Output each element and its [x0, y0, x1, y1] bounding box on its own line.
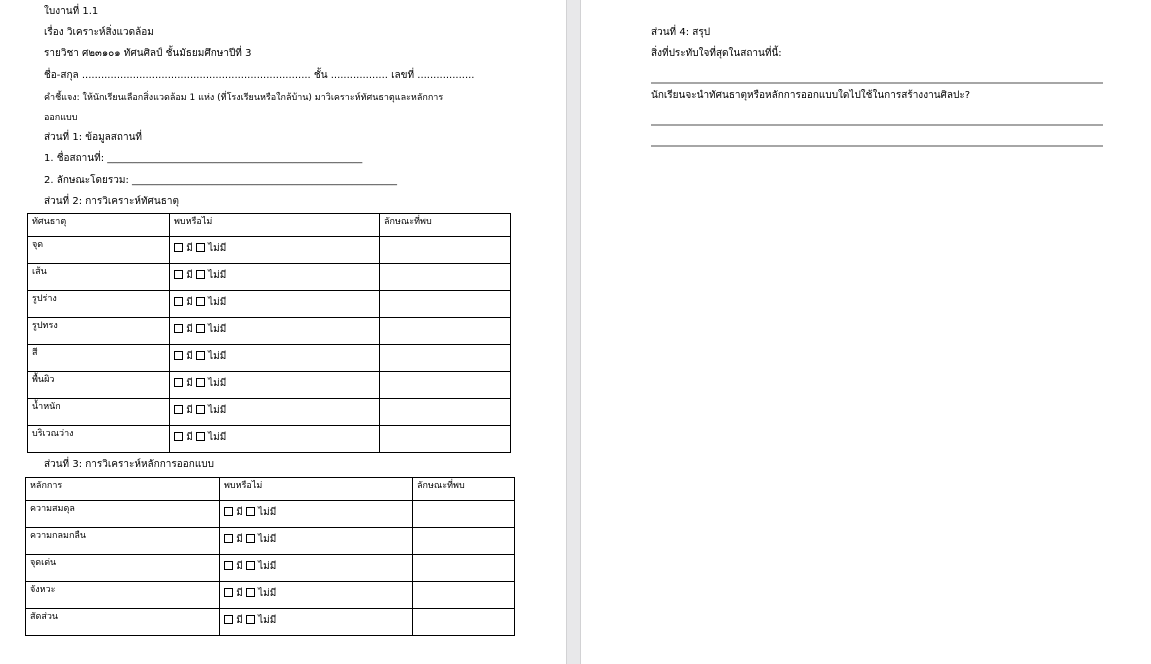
- table-row: [28, 372, 511, 399]
- option-yes-label: มี: [186, 270, 193, 281]
- answer-line: [651, 124, 1103, 126]
- table-header-cell: พบหรือไม่: [220, 478, 413, 501]
- found-choice-cell: [220, 501, 413, 528]
- part4-question-impression: สิ่งที่ประทับใจที่สุดในสถานที่นี้:: [651, 48, 782, 59]
- checkbox-yes[interactable]: [224, 615, 233, 624]
- description-cell[interactable]: [380, 237, 511, 264]
- found-choice-cell: [220, 528, 413, 555]
- checkbox-no[interactable]: [246, 561, 255, 570]
- table-row: [26, 555, 515, 582]
- option-yes-label: มี: [236, 588, 243, 599]
- description-cell[interactable]: [413, 501, 515, 528]
- part1-question-overall: 2. ลักษณะโดยรวม: _____________________________________________________: [44, 175, 397, 186]
- option-yes-label: มี: [236, 561, 243, 572]
- option-no-label: ไม่มี: [258, 588, 277, 599]
- criterion-cell: สัดส่วน: [26, 609, 220, 636]
- table-row: [28, 345, 511, 372]
- checkbox-yes[interactable]: [174, 351, 183, 360]
- option-yes-label: มี: [186, 324, 193, 335]
- table-row: [28, 399, 511, 426]
- table-header-cell: ลักษณะที่พบ: [413, 478, 515, 501]
- page-gutter: [566, 0, 581, 664]
- answer-line: [651, 82, 1103, 84]
- table-row: [28, 264, 511, 291]
- part2-title: ส่วนที่ 2: การวิเคราะห์ทัศนธาตุ: [44, 196, 179, 207]
- option-no-label: ไม่มี: [208, 324, 227, 335]
- found-choice-cell: [220, 609, 413, 636]
- found-choice-cell: [170, 399, 380, 426]
- part1-question-place-name: 1. ชื่อสถานที่: ___________________________________________________: [44, 153, 363, 164]
- found-choice-cell: [170, 345, 380, 372]
- option-yes-label: มี: [186, 351, 193, 362]
- table-row: [26, 609, 515, 636]
- table-row: [26, 501, 515, 528]
- answer-line: [651, 145, 1103, 147]
- worksheet-number: ใบงานที่ 1.1: [44, 6, 99, 17]
- option-no-label: ไม่มี: [258, 507, 277, 518]
- criterion-cell: ความสมดุล: [26, 501, 220, 528]
- criterion-cell: ความกลมกลืน: [26, 528, 220, 555]
- checkbox-yes[interactable]: [224, 507, 233, 516]
- criterion-cell: พื้นผิว: [28, 372, 170, 399]
- instruction-line-1: คำชี้แจง: ให้นักเรียนเลือกสิ่งแวดล้อม 1 แห่ง (ที่โรงเรียนหรือใกล้บ้าน) มาวิเคราะห์ทัศนธาตุและหลักการ: [44, 93, 444, 103]
- table-row: [28, 291, 511, 318]
- option-no-label: ไม่มี: [208, 270, 227, 281]
- option-no-label: ไม่มี: [258, 615, 277, 626]
- option-yes-label: มี: [236, 615, 243, 626]
- checkbox-no[interactable]: [196, 405, 205, 414]
- option-no-label: ไม่มี: [258, 534, 277, 545]
- checkbox-yes[interactable]: [174, 432, 183, 441]
- criterion-cell: รูปร่าง: [28, 291, 170, 318]
- option-no-label: ไม่มี: [208, 297, 227, 308]
- description-cell[interactable]: [413, 609, 515, 636]
- table-row: [28, 318, 511, 345]
- option-yes-label: มี: [186, 378, 193, 389]
- checkbox-no[interactable]: [246, 588, 255, 597]
- checkbox-yes[interactable]: [174, 405, 183, 414]
- found-choice-cell: [170, 426, 380, 453]
- option-yes-label: มี: [186, 243, 193, 254]
- criterion-cell: บริเวณว่าง: [28, 426, 170, 453]
- criterion-cell: เส้น: [28, 264, 170, 291]
- checkbox-no[interactable]: [196, 270, 205, 279]
- checkbox-no[interactable]: [196, 432, 205, 441]
- checkbox-no[interactable]: [246, 507, 255, 516]
- description-cell[interactable]: [380, 291, 511, 318]
- found-choice-cell: [170, 291, 380, 318]
- table-row: [26, 528, 515, 555]
- option-yes-label: มี: [236, 534, 243, 545]
- criterion-cell: จังหวะ: [26, 582, 220, 609]
- description-cell[interactable]: [380, 264, 511, 291]
- found-choice-cell: [220, 582, 413, 609]
- checkbox-no[interactable]: [196, 378, 205, 387]
- checkbox-yes[interactable]: [224, 561, 233, 570]
- checkbox-yes[interactable]: [224, 588, 233, 597]
- criterion-cell: น้ำหนัก: [28, 399, 170, 426]
- description-cell[interactable]: [413, 555, 515, 582]
- option-yes-label: มี: [186, 405, 193, 416]
- table-header-row: [26, 478, 515, 501]
- description-cell[interactable]: [380, 345, 511, 372]
- option-yes-label: มี: [236, 507, 243, 518]
- design-principles-table: [25, 477, 515, 636]
- description-cell[interactable]: [380, 399, 511, 426]
- table-header-cell: ลักษณะที่พบ: [380, 214, 511, 237]
- part1-title: ส่วนที่ 1: ข้อมูลสถานที่: [44, 132, 142, 143]
- table-header-cell: พบหรือไม่: [170, 214, 380, 237]
- visual-elements-table: [27, 213, 511, 453]
- instruction-line-2: ออกแบบ: [44, 113, 78, 123]
- checkbox-yes[interactable]: [174, 270, 183, 279]
- checkbox-yes[interactable]: [174, 243, 183, 252]
- checkbox-no[interactable]: [196, 243, 205, 252]
- description-cell[interactable]: [413, 582, 515, 609]
- part4-question-application: นักเรียนจะนำทัศนธาตุหรือหลักการออกแบบใดไปใช้ในการสร้างงานศิลปะ?: [651, 90, 971, 101]
- criterion-cell: สี: [28, 345, 170, 372]
- found-choice-cell: [220, 555, 413, 582]
- option-no-label: ไม่มี: [208, 351, 227, 362]
- checkbox-yes[interactable]: [174, 324, 183, 333]
- found-choice-cell: [170, 372, 380, 399]
- checkbox-no[interactable]: [196, 297, 205, 306]
- description-cell[interactable]: [380, 426, 511, 453]
- option-no-label: ไม่มี: [208, 243, 227, 254]
- option-no-label: ไม่มี: [208, 432, 227, 443]
- checkbox-no[interactable]: [246, 615, 255, 624]
- checkbox-no[interactable]: [196, 351, 205, 360]
- table-header-row: [28, 214, 511, 237]
- found-choice-cell: [170, 264, 380, 291]
- checkbox-yes[interactable]: [174, 297, 183, 306]
- found-choice-cell: [170, 237, 380, 264]
- document-page-left: [0, 0, 566, 664]
- option-no-label: ไม่มี: [258, 561, 277, 572]
- part4-title: ส่วนที่ 4: สรุป: [651, 27, 711, 38]
- table-row: [26, 582, 515, 609]
- found-choice-cell: [170, 318, 380, 345]
- document-page-right: [581, 0, 1151, 664]
- table-header-cell: หลักการ: [26, 478, 220, 501]
- checkbox-no[interactable]: [196, 324, 205, 333]
- option-yes-label: มี: [186, 297, 193, 308]
- description-cell[interactable]: [380, 372, 511, 399]
- table-row: [28, 237, 511, 264]
- option-no-label: ไม่มี: [208, 405, 227, 416]
- worksheet-subject: เรื่อง วิเคราะห์สิ่งแวดล้อม: [44, 27, 154, 38]
- part3-title: ส่วนที่ 3: การวิเคราะห์หลักการออกแบบ: [44, 459, 214, 470]
- description-cell[interactable]: [380, 318, 511, 345]
- criterion-cell: รูปทรง: [28, 318, 170, 345]
- table-header-cell: ทัศนธาตุ: [28, 214, 170, 237]
- checkbox-no[interactable]: [246, 534, 255, 543]
- description-cell[interactable]: [413, 528, 515, 555]
- checkbox-yes[interactable]: [224, 534, 233, 543]
- student-name-line: ชื่อ-สกุล ........................................................................ ชั้น .................. เลขที่ ..................: [44, 70, 475, 81]
- course-line: รายวิชา ศ๒๓๑๐๑ ทัศนศิลป์ ชั้นมัธยมศึกษาปีที่ 3: [44, 48, 252, 59]
- option-yes-label: มี: [186, 432, 193, 443]
- criterion-cell: จุดเด่น: [26, 555, 220, 582]
- checkbox-yes[interactable]: [174, 378, 183, 387]
- criterion-cell: จุด: [28, 237, 170, 264]
- table-row: [28, 426, 511, 453]
- option-no-label: ไม่มี: [208, 378, 227, 389]
